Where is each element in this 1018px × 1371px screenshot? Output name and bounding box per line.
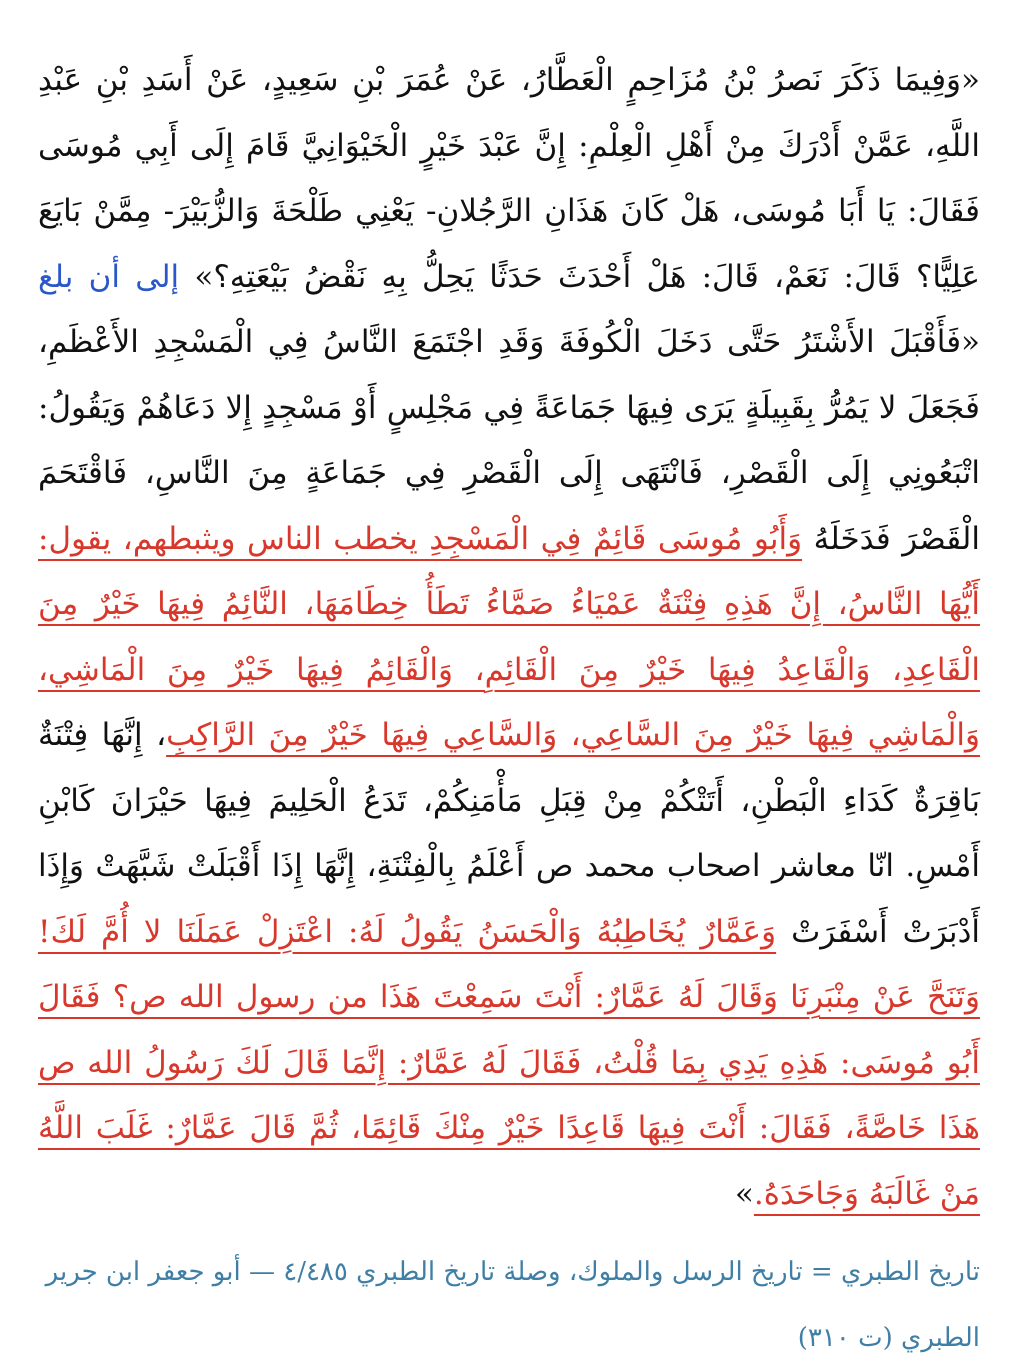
highlighted-dialogue-text: وَعَمَّارٌ يُخَاطِبُهُ وَالْحَسَنُ يَقُولُ لَهُ: اعْتَزِلْ عَمَلَنَا لا أُمَّ لَكَ! وَتَنَحَّ عَنْ مِنْبَرِنَا وَقَالَ لَهُ عَمَّارٌ: أَنْتَ سَمِعْتَ هَذَا من رسول الله ص؟ فَقَالَ أَبُو مُوسَى: هَذِهِ يَدِي بِمَا قُلْتُ، فَقَالَ لَهُ عَمَّارٌ: إِنَّمَا قَالَ لَكَ رَسُولُ الله ص هَذَا خَاصَّةً، فَقَالَ: أَنْتَ فِيهَا قَاعِدًا خَيْرٌ مِنْكَ قَائِمًا، ثُمَّ قَالَ عَمَّارٌ: غَلَبَ اللَّهُ مَنْ غَالَبَهُ وَجَاحَدَهُ.: [38, 913, 980, 1212]
source-citation: تاريخ الطبري = تاريخ الرسل والملوك، وصلة تاريخ الطبري ٤/٤٨٥ — أبو جعفر ابن جرير الطبري (ت ٣١٠): [45, 1257, 980, 1353]
highlighted-sermon-text: وَأَبُو مُوسَى قَائِمٌ فِي الْمَسْجِدِ يخطب الناس ويثبطهم، يقول: أَيُّهَا النَّاسُ، إِنَّ هَذِهِ فِتْنَةٌ عَمْيَاءُ صَمَّاءُ تَطَأُ خِطَامَهَا، النَّائِمُ فِيهَا خَيْرٌ مِنَ الْقَاعِدِ، وَالْقَاعِدُ فِيهَا خَيْرٌ مِنَ الْقَائِمِ، وَالْقَائِمُ فِيهَا خَيْرٌ مِنَ الْمَاشِي، وَالْمَاشِي فِيهَا خَيْرٌ مِنَ السَّاعِي، وَالسَّاعِي فِيهَا خَيْرٌ مِنَ الرَّاكِبِ: [38, 520, 981, 753]
editor-skip-note: إلى أن بلغ: [38, 258, 180, 295]
quoted-passage: [38, 48, 980, 1227]
passage-opening-text: «وَفِيمَا ذَكَرَ نَصرُ بْنُ مُزَاحِمٍ الْعَطَّارُ، عَنْ عُمَرَ بْنِ سَعِيدٍ، عَنْ أَسَدِ بْنِ عَبْدِ اللَّهِ، عَمَّنْ أَدْرَكَ مِنْ أَهْلِ الْعِلْمِ: إِنَّ عَبْدَ خَيْرٍ الْخَيْوَانِيَّ قَامَ إِلَى أَبِي مُوسَى فَقَالَ: يَا أَبَا مُوسَى، هَلْ كَانَ هَذَانِ الرَّجُلانِ- يَعْنِي طَلْحَةَ وَالزُّبَيْرَ- مِمَّنْ بَايَعَ عَلِيًّا؟ قَالَ: نَعَمْ، قَالَ: هَلْ أَحْدَثَ حَدَثًا يَحِلُّ بِهِ نَقْضُ بَيْعَتِهِ؟»: [38, 62, 980, 295]
passage-narrative-text: «فَأَقْبَلَ الأَشْتَرُ حَتَّى دَخَلَ الْكُوفَةَ وَقَدِ اجْتَمَعَ النَّاسُ فِي الْمَسْجِدِ الأَعْظَمِ، فَجَعَلَ لا يَمُرُّ بِقَبِيلَةٍ يَرَى فِيهَا جَمَاعَةً فِي مَجْلِسٍ أَوْ مَسْجِدٍ إِلا دَعَاهُمْ وَيَقُولُ: اتْبَعُونِي إِلَى الْقَصْرِ، فَانْتَهَى إِلَى الْقَصْرِ فِي جَمَاعَةٍ مِنَ النَّاسِ، فَاقْتَحَمَ الْقَصْرَ فَدَخَلَهُ: [38, 324, 980, 557]
passage-middle-text: ، إِنَّهَا فِتْنَةٌ بَاقِرَةٌ كَدَاءِ الْبَطْنِ، أَتَتْكُمْ مِنْ قِبَلِ مَأْمَنِكُمْ، تَدَعُ الْحَلِيمَ فِيهَا حَيْرَانَ كَابْنِ أَمْسِ. انّا معاشر اصحاب محمد ص أَعْلَمُ بِالْفِتْنَةِ، إِنَّهَا إِذَا أَقْبَلَتْ شَبَّهَتْ وَإِذَا أَدْبَرَتْ أَسْفَرَتْ: [38, 717, 980, 950]
closing-quote-mark: »: [734, 1175, 754, 1212]
